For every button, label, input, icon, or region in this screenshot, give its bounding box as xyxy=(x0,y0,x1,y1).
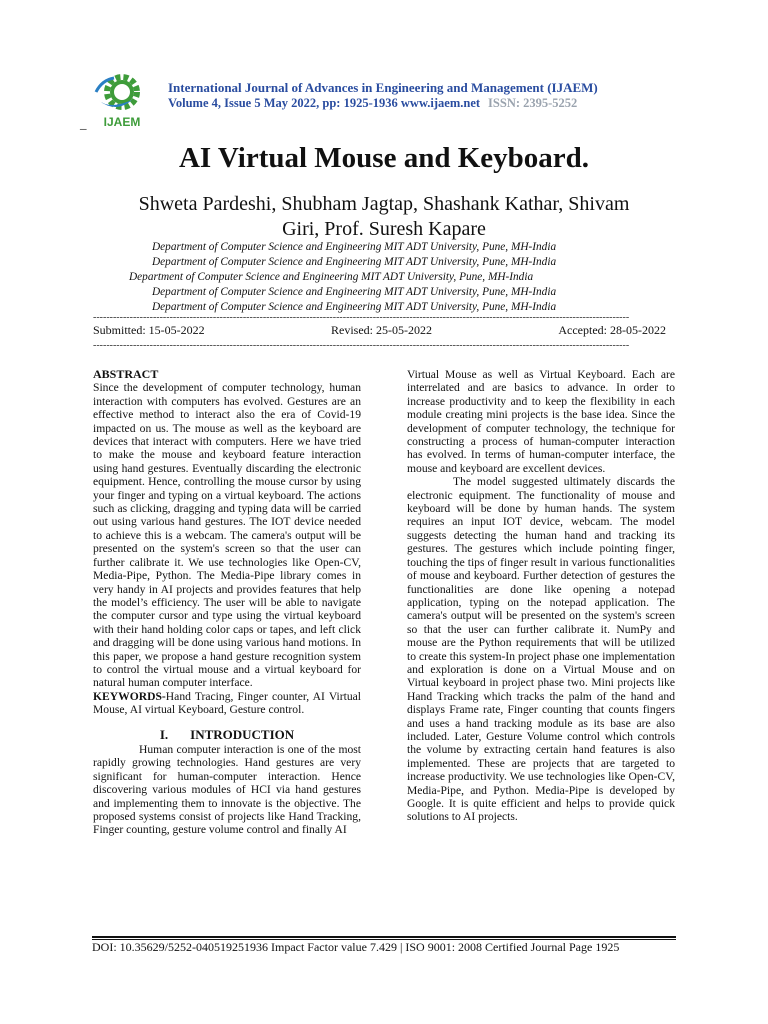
dates-row xyxy=(93,323,666,338)
gear-icon xyxy=(107,77,137,107)
department: Department of Computer Science and Engineering MIT ADT University, Pune, MH-India xyxy=(152,241,557,253)
left-column xyxy=(93,368,361,837)
keywords-text: Hand Tracing, Finger counter, AI Virtual Mouse, AI virtual Keyboard, Gesture control. xyxy=(93,689,361,717)
volume-line: Volume 4, Issue 5 May 2022, pp: 1925-1936 www.ijaem.net xyxy=(168,96,481,110)
departments xyxy=(0,240,768,315)
right-column xyxy=(407,368,675,824)
keywords xyxy=(93,690,361,717)
accepted-date: Accepted: 28-05-2022 xyxy=(558,323,666,337)
journal-meta xyxy=(168,96,577,111)
section-number: I. xyxy=(159,726,169,742)
department: Department of Computer Science and Engineering MIT ADT University, Pune, MH-India xyxy=(152,256,557,268)
authors-line-1: Shweta Pardeshi, Shubham Jagtap, Shashank Kathar, Shivam xyxy=(138,193,630,215)
department: Department of Computer Science and Engineering MIT ADT University, Pune, MH-India xyxy=(152,301,557,313)
authors-line-2: Giri, Prof. Suresh Kapare xyxy=(282,218,486,240)
keywords-label: KEYWORDS- xyxy=(93,689,166,703)
abstract-text: Since the development of computer technology, human interaction with computers has evolved. Gestures are an effective method to interact also the era of Covid-19 impacted on us. The mouse as well as the keyboard are devices that interact with computers. Here we have tried to make the mouse and keyboard feature interaction using hand gestures. Eventually discarding the electronic equipment. Hence, controlling the mouse cursor by using your finger and typing on a virtual keyboard. The actions such as clicking, dragging and typing data will be carried out using various hand gestures. The IOT device needed to achieve this is a webcam. The camera's output will be presented on the system's screen so that the user can further calibrate it. We use technologies like Open-CV, Media-Pipe, Python. The Media-Pipe library comes in very handy in AI projects and provides features that help the model’s efficiency. The user will be able to navigate the computer cursor and type using the virtual keyboard with their hand holding color caps or tapes, and left click and dragging will be done using various hand motions. In this paper, we propose a hand gesture recognition system to control the virtual mouse and a virtual keyboard for natural human computer interface. xyxy=(93,381,361,690)
authors xyxy=(70,192,698,242)
abstract-heading: ABSTRACT xyxy=(93,367,159,381)
footer-rule xyxy=(92,936,676,938)
dashed-rule: ----------------------------------------------------------------------------------------------------------------------------------------------------------------- xyxy=(93,340,630,351)
journal-name: International Journal of Advances in Engineering and Management (IJAEM) xyxy=(168,80,598,95)
submitted-date: Submitted: 15-05-2022 xyxy=(93,323,205,337)
intro-text: Human computer interaction is one of the most rapidly growing technologies. Hand gestures are very significant for human-computer interaction. Hence discovering various modules of HCI via hand gestures and implementing them to innovate is the objective. The proposed systems consist of projects like Hand Tracking, Finger counting, gesture volume control and finally AI xyxy=(93,742,361,837)
body-paragraph: Virtual Mouse as well as Virtual Keyboard. Each are interrelated and are basics to advance. In order to increase productivity and to keep the flexibility in each module creating mini projects is the base idea. Since the development of computer technology, the technique for constructing a process of human-computer interaction has evolved. In terms of human-computer interface, the mouse and keyboard are excellent devices. xyxy=(407,368,675,475)
page-footer: DOI: 10.35629/5252-040519251936 Impact Factor value 7.429 | ISO 9001: 2008 Certified Journal Page 1925 xyxy=(92,940,620,954)
section-heading xyxy=(93,728,361,741)
dashed-rule: ----------------------------------------------------------------------------------------------------------------------------------------------------------------- xyxy=(93,312,630,323)
section-title: INTRODUCTION xyxy=(190,726,295,742)
body-paragraph: The model suggested ultimately discards the electronic equipment. The functionality of mouse and keyboard will be done by human hands. The system requires an input IOT device, webcam. The model suggests detecting the human hand and tracking its gestures. The gestures which include pointing finger, touching the tips of finger result in various functionalities of mouse and keyboard. Further detection of gestures the functionalities are done like opening a notepad application, typing on the notepad application. The camera's output will be presented on the system's screen so that the user can further calibrate it. NumPy and mouse are the Python requirements that will be utilized to create this system-In project phase one implementation and exploration is done on a Virtual Mouse and on Virtual keyboard in project phase two. Mini projects like Hand Tracking which tracks the palm of the hand and displays Frame rate, Finger counting that counts fingers and uses a hand tracking module as its base are also included. Later, Gesture Volume control which controls the volume by extracting certain hand features is also implemented. These are projects that are targeted to increase productivity. We use technologies like Open-CV, Media-Pipe, and Python. Media-Pipe is developed by Google. It is quite efficient and helps to provide quick solutions to AI projects. xyxy=(407,475,675,824)
header-dash: _ xyxy=(80,116,87,131)
paper-title: AI Virtual Mouse and Keyboard. xyxy=(178,142,590,174)
revised-date: Revised: 25-05-2022 xyxy=(331,323,433,337)
logo-text: IJAEM xyxy=(103,115,141,129)
department: Department of Computer Science and Engineering MIT ADT University, Pune, MH-India xyxy=(129,271,534,283)
ijaem-logo xyxy=(92,70,148,130)
issn: ISSN: 2395-5252 xyxy=(488,96,578,110)
department: Department of Computer Science and Engineering MIT ADT University, Pune, MH-India xyxy=(152,286,557,298)
